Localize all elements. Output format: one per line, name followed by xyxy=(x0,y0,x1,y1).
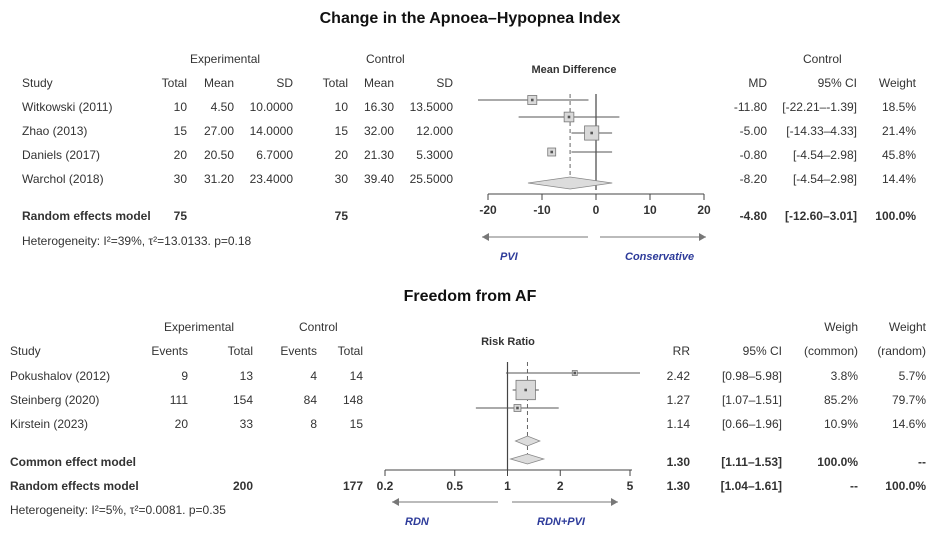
study-name: Pokushalov (2012) xyxy=(10,369,111,383)
exp-mean: 27.00 xyxy=(203,124,234,138)
exp-events: 9 xyxy=(181,369,188,383)
summary-diamond xyxy=(510,454,543,464)
arrow-head xyxy=(392,498,399,506)
weight-common-value: 10.9% xyxy=(823,417,858,431)
arrow-head xyxy=(699,233,706,241)
ctl-sd: 5.3000 xyxy=(416,148,453,162)
md-value: -5.00 xyxy=(739,124,767,138)
heterogeneity-text: Heterogeneity: I²=39%, τ²=13.0133. p=0.18 xyxy=(22,234,252,248)
ci-value: [1.07–1.51] xyxy=(721,393,782,407)
weight-random-value: 5.7% xyxy=(898,369,926,383)
ci-value: [0.98–5.98] xyxy=(721,369,782,383)
ci-value: [0.66–1.96] xyxy=(721,417,782,431)
rr-value: 2.42 xyxy=(666,369,690,383)
ci-value: [-22.21–-1.39] xyxy=(782,100,857,114)
random-weight-random: 100.0% xyxy=(885,479,926,493)
col-md: MD xyxy=(748,76,767,90)
study-point xyxy=(590,132,593,135)
rr-value: 1.27 xyxy=(666,393,690,407)
x-tick-label: 2 xyxy=(556,479,564,493)
exp-total: 10 xyxy=(173,100,187,114)
ctl-total: 10 xyxy=(334,100,348,114)
study-name: Kirstein (2023) xyxy=(10,417,89,431)
x-tick-label: 20 xyxy=(697,203,711,217)
heterogeneity-text: Heterogeneity: I²=5%, τ²=0.0081. p=0.35 xyxy=(10,503,226,517)
summary-diamond xyxy=(515,436,539,446)
col-exp-total: Total xyxy=(227,344,253,358)
ctl-total: 30 xyxy=(334,172,348,186)
col-weight-random-line1: Weight xyxy=(888,320,926,334)
rr-value: 1.14 xyxy=(666,417,690,431)
summary-ci: [-12.60–3.01] xyxy=(784,209,857,223)
common-label: Common effect model xyxy=(10,455,137,469)
col-weight-common-line2: (common) xyxy=(803,344,858,358)
ctl-total: 148 xyxy=(342,393,363,407)
ctl-events: 4 xyxy=(310,369,317,383)
random-weight-common: -- xyxy=(850,479,858,493)
x-tick-label: 10 xyxy=(643,203,657,217)
exp-mean: 20.50 xyxy=(203,148,234,162)
ci-value: [-4.54–2.98] xyxy=(792,172,857,186)
ctl-sd: 25.5000 xyxy=(409,172,453,186)
md-value: -11.80 xyxy=(733,100,767,114)
col-study: Study xyxy=(10,344,41,358)
col-ctl-sd: SD xyxy=(436,76,453,90)
exp-total: 20 xyxy=(173,148,187,162)
exp-events: 20 xyxy=(174,417,188,431)
study-point xyxy=(550,151,553,154)
summary-exp-total: 75 xyxy=(173,209,187,223)
x-tick-label: 0.2 xyxy=(376,479,394,493)
study-name: Witkowski (2011) xyxy=(22,100,113,114)
direction-right-label: Conservative xyxy=(625,251,695,263)
weight-common-value: 85.2% xyxy=(823,393,858,407)
col-ctl-total: Total xyxy=(322,76,348,90)
exp-sd: 14.0000 xyxy=(249,124,293,138)
random-label: Random effects model xyxy=(10,479,139,493)
summary-diamond xyxy=(528,177,612,189)
ctl-mean: 21.30 xyxy=(363,148,394,162)
col-ctl-mean: Mean xyxy=(363,76,394,90)
ctl-total: 15 xyxy=(349,417,363,431)
col-weight-common-line1: Weigh xyxy=(824,320,858,334)
exp-sd: 6.7000 xyxy=(256,148,293,162)
direction-right-label: RDN+PVI xyxy=(537,516,585,528)
x-tick-label: -10 xyxy=(533,203,551,217)
col-rr: RR xyxy=(672,344,690,358)
col-plot-header: Mean Difference xyxy=(531,64,617,76)
weight-random-value: 79.7% xyxy=(891,393,926,407)
random-ci: [1.04–1.61] xyxy=(720,479,782,493)
arrow-head xyxy=(482,233,489,241)
experimental-group-header: Experimental xyxy=(190,52,261,66)
col-ci: 95% CI xyxy=(817,76,857,90)
ci-value: [-14.33–4.33] xyxy=(786,124,857,138)
study-point xyxy=(516,407,519,410)
common-weight-common: 100.0% xyxy=(817,455,858,469)
x-tick-label: 1 xyxy=(504,479,511,493)
md-value: -0.80 xyxy=(739,148,767,162)
col-exp-sd: SD xyxy=(276,76,293,90)
x-tick-label: 0.5 xyxy=(446,479,464,493)
weight-value: 14.4% xyxy=(881,172,916,186)
x-tick-label: -20 xyxy=(479,203,497,217)
experimental-group-header: Experimental xyxy=(164,320,235,334)
exp-sd: 10.0000 xyxy=(249,100,293,114)
weight-random-value: 14.6% xyxy=(891,417,926,431)
summary-ctl-total: 75 xyxy=(334,209,348,223)
exp-total: 154 xyxy=(232,393,253,407)
exp-events: 111 xyxy=(169,393,188,407)
exp-total: 15 xyxy=(173,124,187,138)
study-point xyxy=(568,116,571,119)
exp-total: 30 xyxy=(173,172,187,186)
col-plot-header: Risk Ratio xyxy=(481,336,535,348)
random-exp-total: 200 xyxy=(232,479,253,493)
ci-value: [-4.54–2.98] xyxy=(792,148,857,162)
ctl-events: 8 xyxy=(310,417,317,431)
ctl-total: 15 xyxy=(334,124,348,138)
col-exp-total: Total xyxy=(161,76,187,90)
col-weight-random-line2: (random) xyxy=(877,344,926,358)
study-name: Zhao (2013) xyxy=(22,124,88,138)
summary-md: -4.80 xyxy=(739,209,767,223)
col-study: Study xyxy=(22,76,53,90)
summary-weight: 100.0% xyxy=(875,209,916,223)
common-ci: [1.11–1.53] xyxy=(721,455,782,469)
x-tick-label: 0 xyxy=(592,203,600,217)
direction-left-label: RDN xyxy=(405,516,429,528)
col-ci: 95% CI xyxy=(742,344,782,358)
col-ctl-events: Events xyxy=(280,344,317,358)
ctl-events: 84 xyxy=(303,393,317,407)
ctl-total: 20 xyxy=(334,148,348,162)
study-point xyxy=(573,372,576,375)
control-group-header: Control xyxy=(366,52,405,66)
control-group-header: Control xyxy=(299,320,338,334)
exp-mean: 31.20 xyxy=(203,172,234,186)
exp-mean: 4.50 xyxy=(210,100,234,114)
ctl-sd: 13.5000 xyxy=(409,100,453,114)
weight-common-value: 3.8% xyxy=(830,369,858,383)
right-group-header: Control xyxy=(803,52,842,66)
study-name: Daniels (2017) xyxy=(22,148,101,162)
arrow-head xyxy=(611,498,618,506)
random-ctl-total: 177 xyxy=(342,479,363,493)
summary-label: Random effects model xyxy=(22,209,151,223)
ctl-mean: 32.00 xyxy=(363,124,394,138)
random-rr: 1.30 xyxy=(666,479,690,493)
weight-value: 18.5% xyxy=(881,100,916,114)
study-point xyxy=(524,389,527,392)
common-rr: 1.30 xyxy=(666,455,690,469)
chart-2-title: Freedom from AF xyxy=(403,288,537,305)
col-ctl-total: Total xyxy=(337,344,363,358)
study-name: Warchol (2018) xyxy=(22,172,104,186)
col-exp-mean: Mean xyxy=(203,76,234,90)
common-weight-random: -- xyxy=(918,455,926,469)
study-name: Steinberg (2020) xyxy=(10,393,100,407)
col-weight: Weight xyxy=(878,76,916,90)
col-exp-events: Events xyxy=(151,344,188,358)
ctl-mean: 39.40 xyxy=(363,172,394,186)
x-tick-label: 5 xyxy=(626,479,634,493)
md-value: -8.20 xyxy=(739,172,767,186)
exp-total: 13 xyxy=(239,369,253,383)
weight-value: 45.8% xyxy=(881,148,916,162)
ctl-sd: 12.000 xyxy=(416,124,453,138)
study-point xyxy=(531,99,534,102)
direction-left-label: PVI xyxy=(500,251,518,263)
ctl-total: 14 xyxy=(349,369,363,383)
exp-sd: 23.4000 xyxy=(249,172,293,186)
weight-value: 21.4% xyxy=(881,124,916,138)
ctl-mean: 16.30 xyxy=(363,100,394,114)
exp-total: 33 xyxy=(239,417,253,431)
chart-1-title: Change in the Apnoea–Hypopnea Index xyxy=(319,10,621,27)
